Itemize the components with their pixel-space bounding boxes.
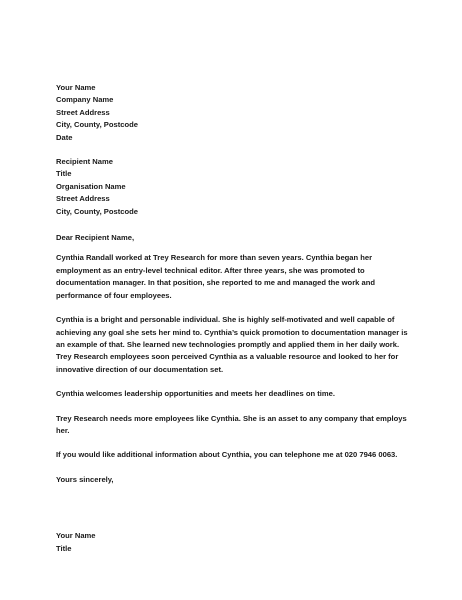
recipient-name: Recipient Name: [56, 157, 113, 167]
sender-name: Your Name: [56, 83, 96, 92]
reference-letter: [56, 82, 416, 555]
salutation: [56, 232, 416, 244]
paragraph-line: innovative direction of our documentation set.: [56, 364, 224, 374]
signature-name: Your Name: [56, 531, 96, 541]
recipient-organisation: Organisation Name: [56, 181, 126, 191]
recipient-title: Title: [56, 169, 72, 179]
body-paragraph-1: [56, 252, 416, 302]
paragraph-line: Cynthia Randall worked at Trey Research for more than seven years. Cynthia began her: [56, 253, 373, 263]
letter-date: Date: [56, 132, 73, 142]
paragraph-line: Cynthia is a bright and personable individual. She is highly self-motivated and well capable of: [56, 315, 395, 325]
paragraph-line: performance of four employees.: [56, 290, 172, 300]
paragraph-line: If you would like additional information about Cynthia, you can telephone me at 020 7946 0063.: [56, 450, 398, 460]
paragraph-line: Trey Research needs more employees like Cynthia. She is an asset to any company that employs: [56, 413, 407, 423]
recipient-city: City, County, Postcode: [56, 206, 138, 216]
recipient-street: Street Address: [56, 194, 110, 204]
body-paragraph-5: [56, 449, 416, 461]
paragraph-line: documentation manager. In that position, she reported to me and managed the work and: [56, 278, 375, 288]
sender-city: City, County, Postcode: [56, 120, 138, 130]
paragraph-line: achieving any goal she sets her mind to. Cynthia’s quick promotion to documentation manager is: [56, 327, 408, 337]
paragraph-line: Cynthia welcomes leadership opportunities and meets her deadlines on time.: [56, 389, 335, 399]
paragraph-line: Trey Research employees soon perceived Cynthia as a valuable resource and looked to her for: [56, 352, 399, 362]
body-paragraph-4: [56, 413, 416, 438]
recipient-block: [56, 156, 416, 218]
sender-company: Company Name: [56, 95, 114, 105]
sender-block: [56, 82, 416, 144]
closing: [56, 474, 416, 486]
body-paragraph-2: [56, 314, 416, 376]
salutation-text: Dear Recipient Name,: [56, 233, 135, 243]
paragraph-line: an example of that. She learned new technologies promptly and applied them in her daily work.: [56, 339, 400, 349]
signature-block: [56, 530, 416, 555]
sender-street: Street Address: [56, 107, 110, 117]
body-paragraph-3: [56, 388, 416, 400]
paragraph-line: her.: [56, 425, 70, 435]
signature-title: Title: [56, 543, 72, 553]
paragraph-line: employment as an entry-level technical editor. After three years, she was promoted to: [56, 265, 365, 275]
closing-text: Yours sincerely,: [56, 474, 114, 484]
